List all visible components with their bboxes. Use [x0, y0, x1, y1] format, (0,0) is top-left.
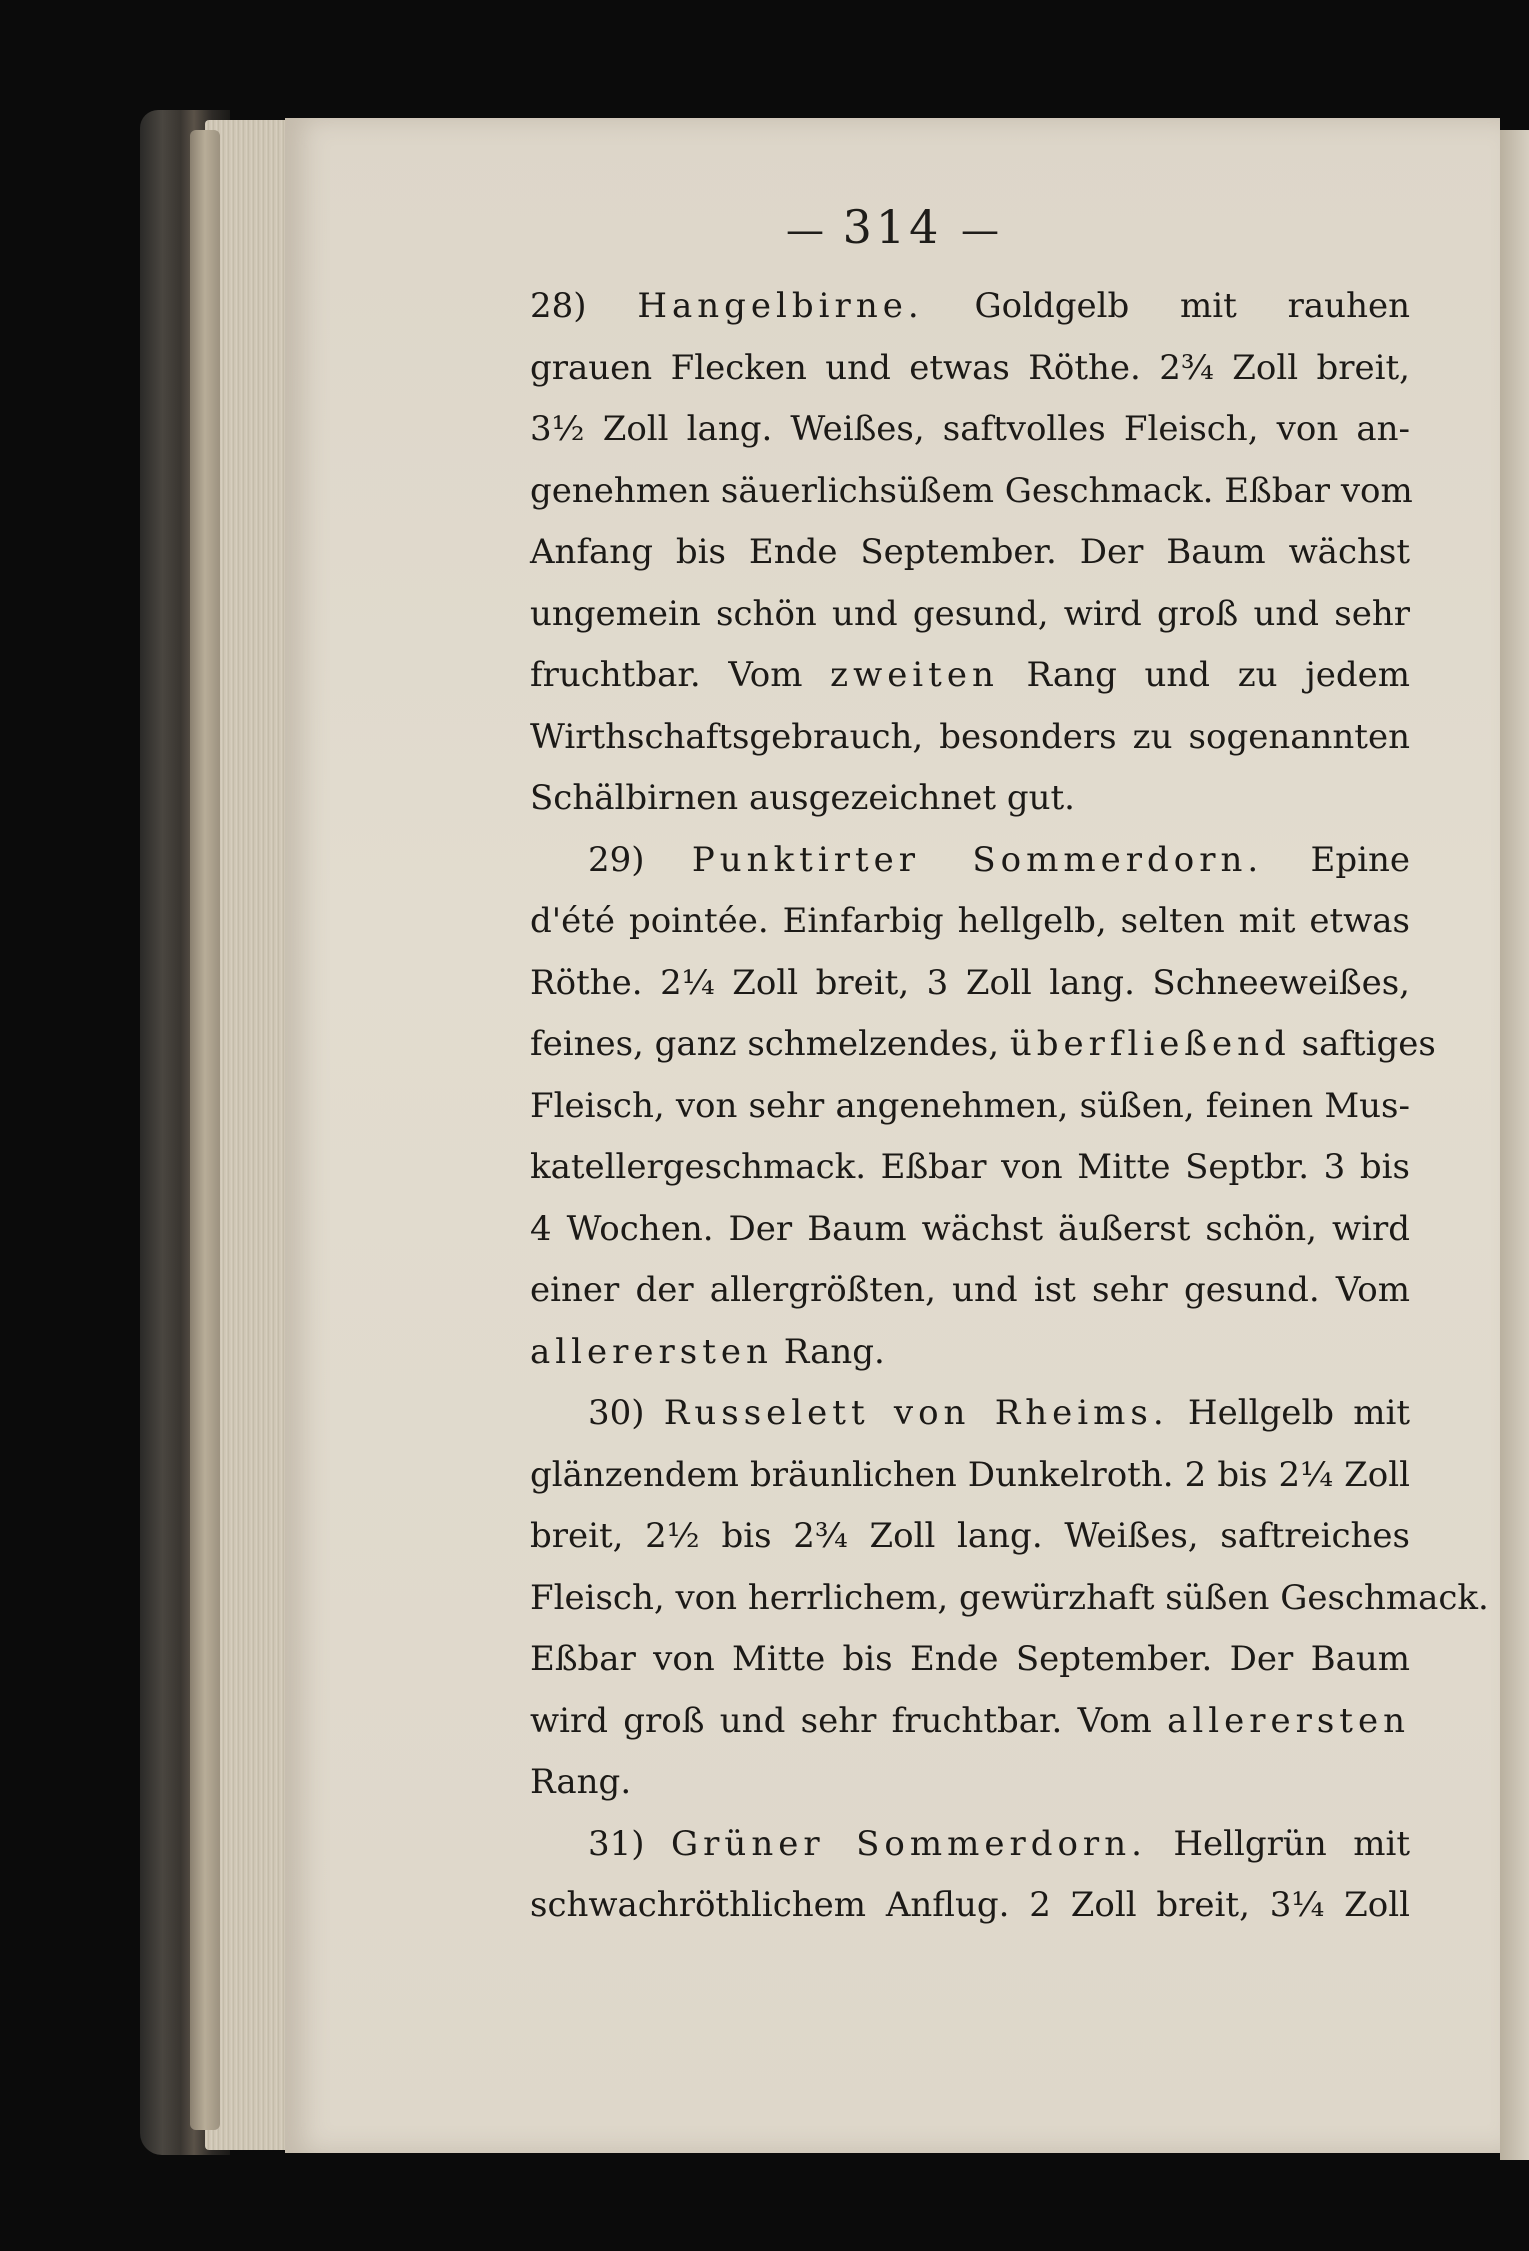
text-run: ungemein schön und gesund, wird groß und sehr: [530, 593, 1410, 634]
spaced-emphasis: Russelett von Rheims.: [663, 1393, 1169, 1433]
text-line: [530, 1752, 1410, 1814]
text-line: [530, 1383, 1410, 1445]
text-run: Rang und zu jedem: [998, 655, 1410, 695]
text-run: Epine: [1263, 839, 1410, 880]
text-run: Schälbirnen ausgezeichnet gut.: [530, 778, 1075, 818]
spaced-emphasis: Punktirter Sommerdorn.: [691, 839, 1264, 880]
page-number-header: [285, 200, 1500, 254]
text-line: [530, 1445, 1410, 1507]
text-line: [530, 891, 1410, 953]
text-line: [530, 1629, 1410, 1691]
spaced-emphasis: Hangelbirne.: [637, 286, 924, 326]
text-run: wird groß und sehr fruchtbar. Vom: [530, 1700, 1168, 1741]
text-run: Rang.: [530, 1762, 632, 1802]
text-line: [530, 768, 1410, 830]
text-line: [530, 1260, 1410, 1322]
text-run: 29): [588, 839, 692, 880]
text-run: Fleisch, von sehr angenehmen, süßen, feinen Mus-: [530, 1085, 1410, 1126]
text-run: 31): [588, 1823, 672, 1864]
spaced-emphasis: allerersten: [530, 1331, 773, 1372]
page-number: 314: [842, 200, 943, 254]
text-run: Eßbar von Mitte bis Ende September. Der Baum: [530, 1639, 1410, 1679]
text-run: Wirthschaftsgebrauch, besonders zu sogenannten: [530, 716, 1410, 757]
text-line: [530, 830, 1410, 892]
text-line: [530, 522, 1410, 584]
text-line: [530, 707, 1410, 769]
text-run: schwachröthlichem Anflug. 2 Zoll breit, 3¼ Zoll: [530, 1885, 1410, 1925]
text-line: [530, 1814, 1410, 1876]
text-run: Fleisch, von herrlichem, gewürzhaft süßen Geschmack.: [530, 1577, 1489, 1618]
text-run: d'été pointée. Einfarbig hellgelb, selten mit etwas: [530, 901, 1410, 941]
text-run: feines, ganz schmelzendes,: [530, 1024, 1010, 1064]
text-run: katellergeschmack. Eßbar von Mitte Septbr. 3 bis: [530, 1147, 1410, 1187]
text-run: 4 Wochen. Der Baum wächst äußerst schön, wird: [530, 1208, 1410, 1249]
spaced-emphasis: zweiten: [830, 655, 999, 695]
text-run: einer der allergrößten, und ist sehr gesund. Vom: [530, 1270, 1410, 1310]
text-line: [530, 1137, 1410, 1199]
spaced-emphasis: Grüner Sommerdorn.: [671, 1823, 1147, 1864]
text-run: 28): [530, 286, 638, 326]
text-run: genehmen säuerlichsüßem Geschmack. Eßbar vom: [530, 470, 1413, 511]
body-text: [530, 276, 1489, 1937]
text-run: Anfang bis Ende September. Der Baum wächst: [530, 532, 1410, 572]
text-run: glänzendem bräunlichen Dunkelroth. 2 bis 2¼ Zoll: [530, 1454, 1410, 1495]
text-run: Hellgelb mit: [1168, 1393, 1411, 1433]
text-line: [530, 584, 1410, 646]
text-line: [530, 1199, 1410, 1261]
text-run: saftiges: [1290, 1024, 1436, 1064]
text-line: [530, 399, 1410, 461]
text-line: [530, 645, 1410, 707]
text-line: [530, 1568, 1489, 1630]
text-line: [530, 953, 1410, 1015]
text-run: Hellgrün mit: [1146, 1823, 1410, 1864]
text-line: [530, 276, 1410, 338]
text-line: [530, 1506, 1410, 1568]
text-line: [530, 338, 1410, 400]
page-number-dash-left: —: [785, 208, 824, 252]
text-run: Rang.: [772, 1331, 885, 1372]
text-run: Röthe. 2¼ Zoll breit, 3 Zoll lang. Schneeweißes,: [530, 962, 1410, 1003]
text-line: [530, 1014, 1436, 1076]
text-run: 30): [588, 1393, 664, 1433]
spaced-emphasis: allerersten: [1167, 1700, 1410, 1741]
cover-edge: [190, 130, 220, 2130]
spaced-emphasis: überfließend: [1009, 1024, 1291, 1064]
text-run: grauen Flecken und etwas Röthe. 2¾ Zoll breit,: [530, 347, 1410, 388]
text-line: [530, 1076, 1410, 1138]
text-run: breit, 2½ bis 2¾ Zoll lang. Weißes, saftreiches: [530, 1516, 1410, 1556]
text-line: [530, 1875, 1410, 1937]
text-line: [530, 1691, 1410, 1753]
text-run: Goldgelb mit rauhen: [923, 286, 1410, 326]
facing-page-edge: [1500, 130, 1529, 2160]
text-run: fruchtbar. Vom: [530, 655, 831, 695]
text-run: 3½ Zoll lang. Weißes, saftvolles Fleisch, von an-: [530, 409, 1410, 449]
text-line: [530, 461, 1413, 523]
page-number-dash-right: —: [961, 208, 1000, 252]
text-line: [530, 1322, 1410, 1384]
